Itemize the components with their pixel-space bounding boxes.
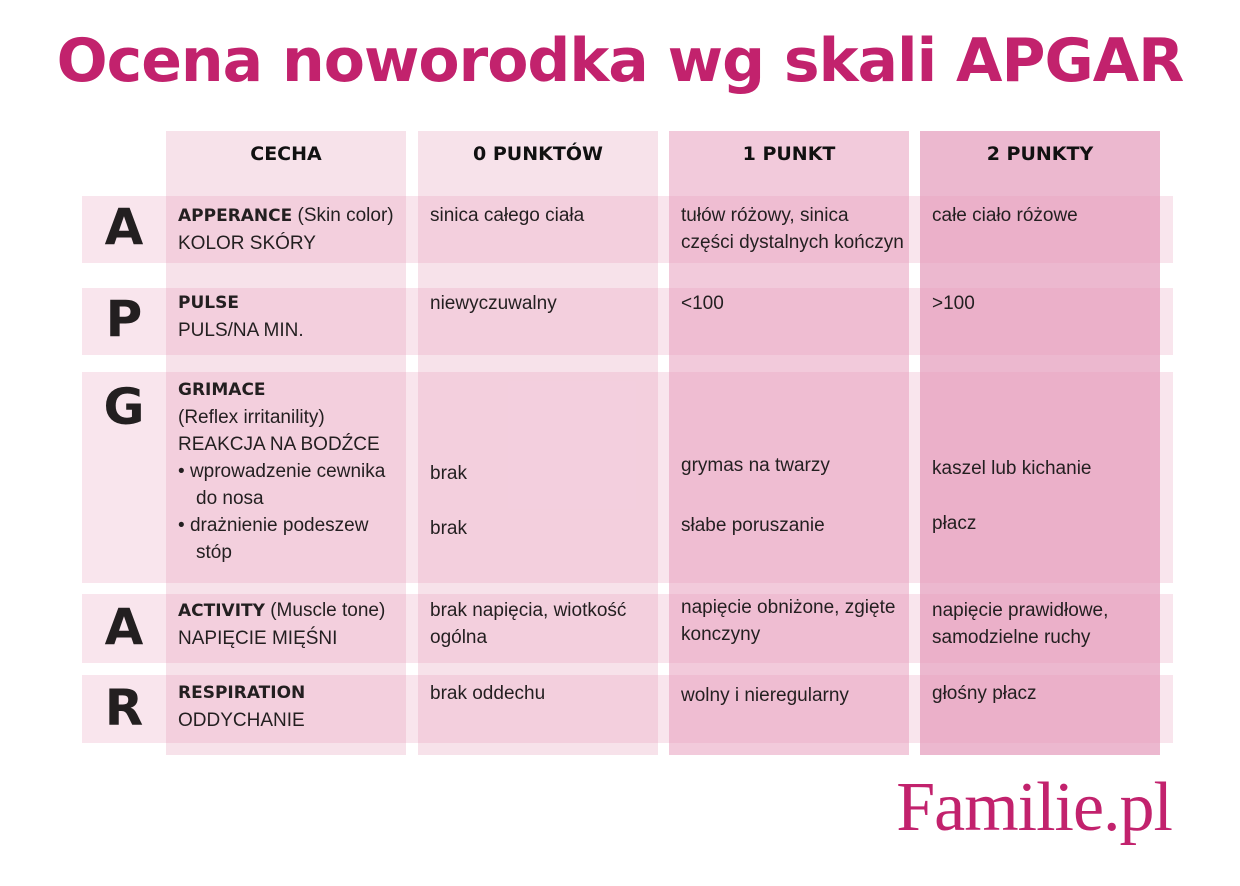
score-text: sinica całego ciała <box>430 205 585 226</box>
criterion-name: ACTIVITY <box>178 601 265 621</box>
row-letter: P <box>105 290 143 348</box>
criterion-cell <box>178 597 404 652</box>
score-text: napięcie obniżone, zgięte <box>681 597 896 618</box>
criterion-english: (Skin color) <box>292 205 394 226</box>
score-0-cell <box>430 597 656 651</box>
row-letter: A <box>104 198 144 256</box>
criterion-cell <box>178 680 404 734</box>
score-text: <100 <box>681 293 724 314</box>
criterion-polish: ODDYCHANIE <box>178 710 305 731</box>
score-text: wolny i nieregularny <box>681 685 849 706</box>
criterion-cell <box>178 290 404 344</box>
header-2-points: 2 PUNKTY <box>986 143 1094 165</box>
criterion-cell <box>178 377 402 566</box>
score-2-cell <box>932 597 1158 651</box>
criterion-name: APPERANCE <box>178 206 293 226</box>
criterion-name: GRIMACE <box>178 380 266 400</box>
criterion-bullet: • drażnienie podeszew stóp <box>178 515 369 563</box>
criterion-polish: NAPIĘCIE MIĘŚNI <box>178 628 338 649</box>
score-text: brak napięcia, wiotkość <box>430 600 627 621</box>
score-1-cell <box>681 202 909 256</box>
criterion-polish: PULS/NA MIN. <box>178 320 304 341</box>
score-text: >100 <box>932 293 975 314</box>
header-1-point: 1 PUNKT <box>742 143 836 165</box>
criterion-name: RESPIRATION <box>178 683 306 703</box>
score-2-cell <box>932 202 1158 229</box>
row-letter: G <box>103 378 145 436</box>
score-0-cell <box>430 290 656 317</box>
score-text: napięcie prawidłowe, <box>932 600 1109 621</box>
row-letter: R <box>104 679 144 737</box>
score-0-cell <box>430 202 656 229</box>
header-0-points: 0 PUNKTÓW <box>473 143 603 165</box>
score-1-text: słabe poruszanie <box>681 515 825 536</box>
criterion-polish: REAKCJA NA BODŹCE <box>178 434 380 455</box>
score-text: części dystalnych kończyn <box>681 232 904 253</box>
score-0-text: brak <box>430 463 467 484</box>
score-text: ogólna <box>430 627 488 648</box>
score-1-cell <box>681 682 907 709</box>
criterion-bullet: • wprowadzenie cewnika do nosa <box>178 461 386 509</box>
score-text: tułów różowy, sinica <box>681 205 849 226</box>
criterion-cell <box>178 202 404 257</box>
score-2-text: płacz <box>932 513 977 534</box>
criterion-english: (Muscle tone) <box>264 600 386 621</box>
score-0-cell <box>430 680 656 707</box>
row-letter: A <box>104 598 144 656</box>
header-cecha: CECHA <box>250 143 322 165</box>
score-text: całe ciało różowe <box>932 205 1078 226</box>
score-0-text: brak <box>430 518 467 539</box>
familie-logo: Familie.pl <box>896 769 1172 846</box>
criterion-english: (Reflex irritanility) <box>178 407 325 428</box>
score-2-cell <box>932 680 1158 707</box>
score-text: głośny płacz <box>932 683 1037 704</box>
score-1-cell <box>681 290 907 317</box>
score-2-text: kaszel lub kichanie <box>932 458 1092 479</box>
score-1-text: grymas na twarzy <box>681 455 830 476</box>
page-title: Ocena noworodka wg skali APGAR <box>56 26 1184 96</box>
score-1-cell <box>681 594 907 648</box>
score-2-cell <box>932 290 1158 317</box>
criterion-polish: KOLOR SKÓRY <box>178 233 316 254</box>
score-text: konczyny <box>681 624 761 645</box>
score-text: niewyczuwalny <box>430 293 557 314</box>
score-text: brak oddechu <box>430 683 546 704</box>
criterion-name: PULSE <box>178 293 239 313</box>
score-text: samodzielne ruchy <box>932 627 1091 648</box>
